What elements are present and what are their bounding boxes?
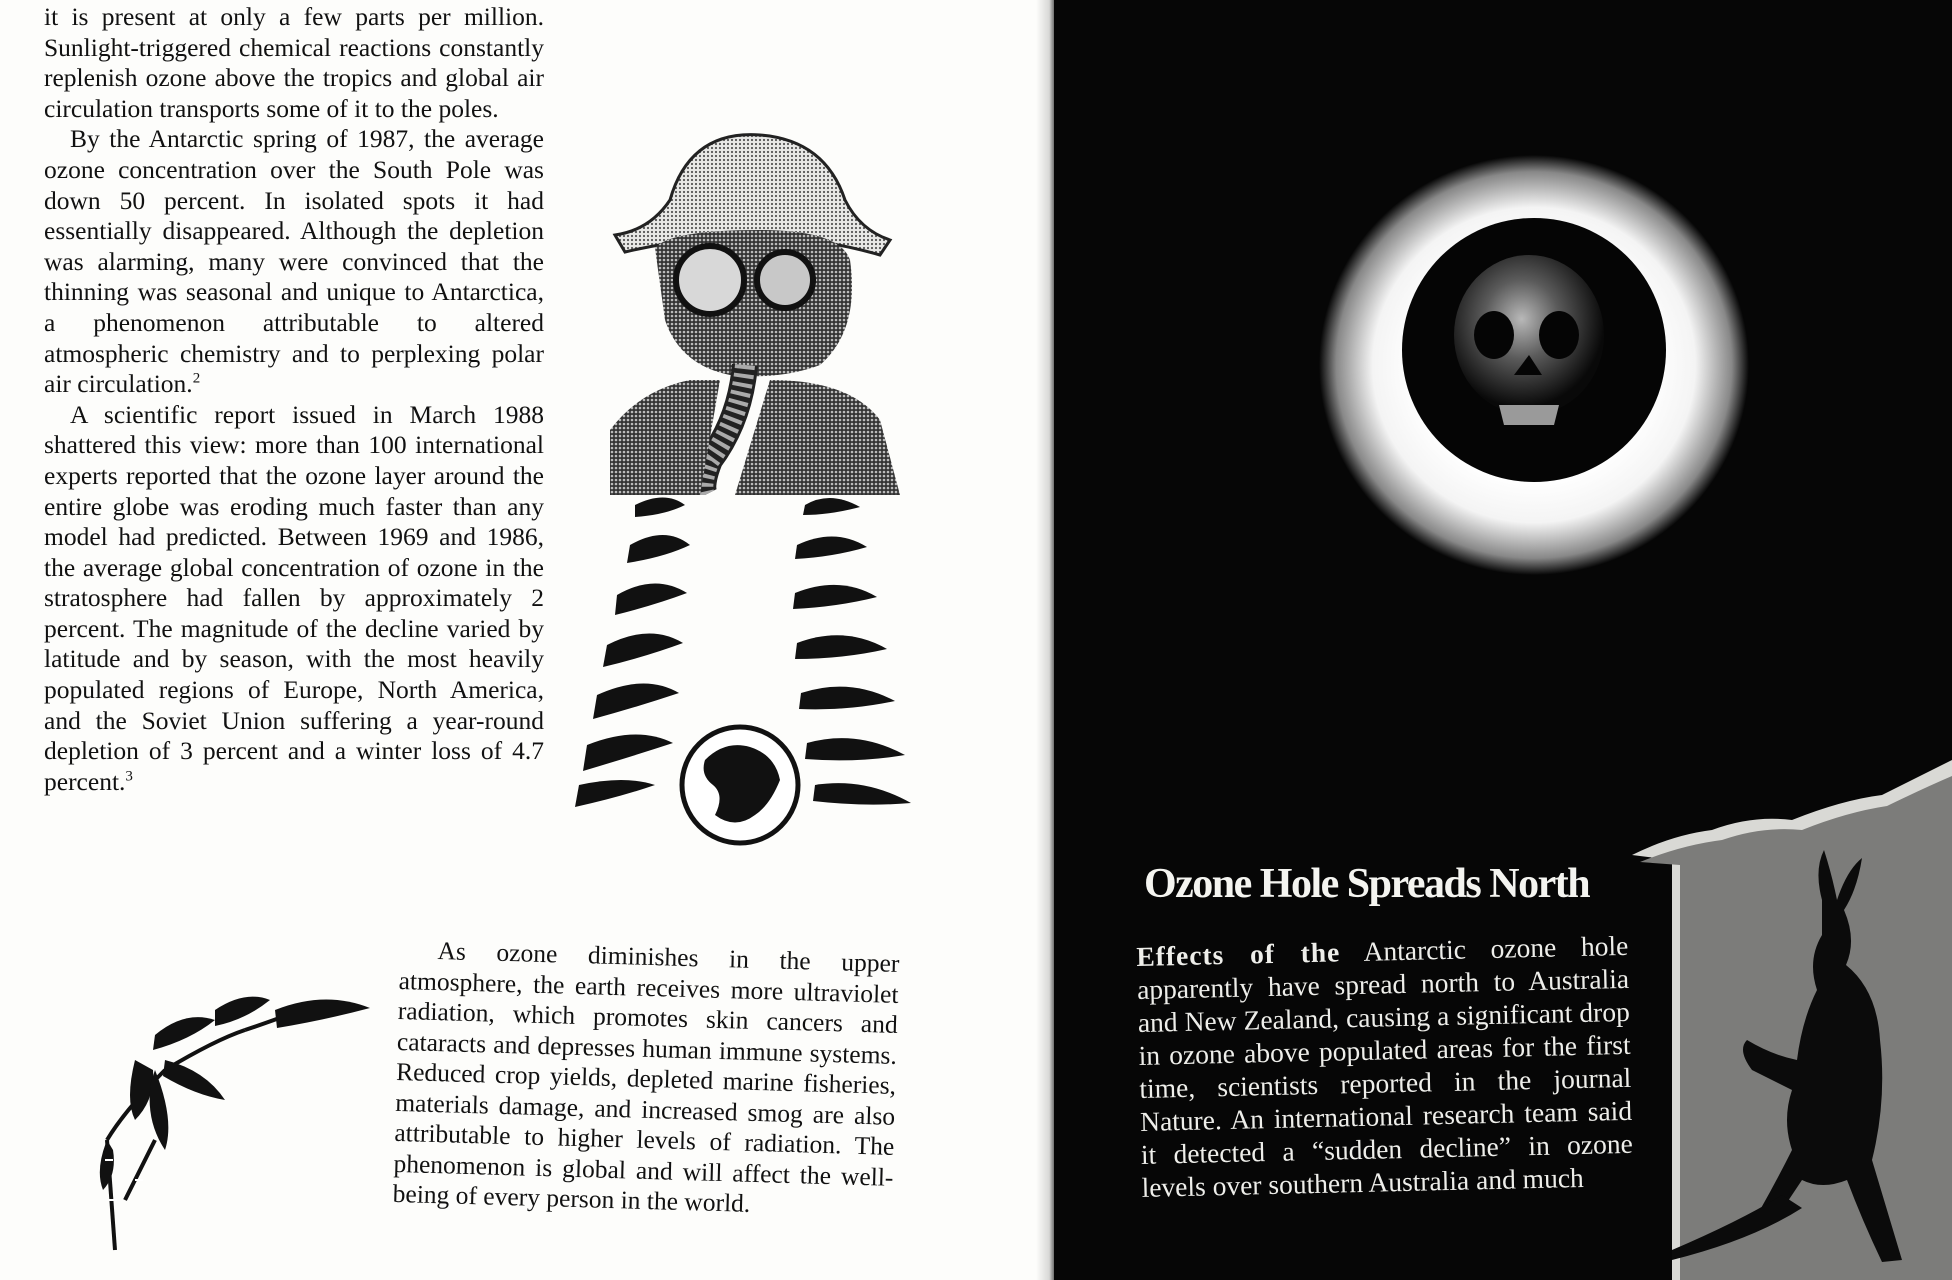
clipping-body (1136, 929, 1634, 1204)
chest-xray-illustration (575, 485, 915, 865)
kangaroo-photo (1632, 740, 1952, 1280)
paragraph-2-text: By the Antarctic spring of 1987, the average ozone concentration over the South Pole was down 50 percent. In isolated spots it had essentially disappeared. Although the depletion was alarming, many were convinced that the thinning was seasonal and unique to Antarctica, a phenomenon attributable to altered atmospheric chemistry and to perplexing polar air circulation. (44, 124, 544, 399)
clipping-headline: Ozone Hole Spreads North (1144, 861, 1590, 907)
paragraph-1-text: it is present at only a few parts per million. Sunlight-triggered chemical reactions constantly replenish ozone above the tropics and global air circulation transports some of it to the poles. (44, 2, 544, 123)
eclipse-illustration (1314, 150, 1754, 580)
illustration-caption (392, 935, 899, 1223)
right-page (1054, 0, 1952, 1280)
paragraph-2 (44, 124, 544, 399)
paragraph-3 (44, 400, 544, 798)
paragraph-1 (44, 2, 544, 124)
clipping-text: Antarctic ozone hole apparently have spread north to Australia and New Zealand, causing a significant drop in ozone above populated areas for the first time, scientists reported in the journal Nature. An international research team said it detected a “sudden decline” in ozone levels over southern Australia and much (1136, 929, 1634, 1203)
paragraph-3-text: A scientific report issued in March 1988 shattered this view: more than 100 international experts reported that the ozone layer around the entire globe was eroding much faster than any model had predicted. Between 1969 and 1986, the average global concentration of ozone in the stratosphere had fallen by approximately 2 percent. The magnitude of the decline varied by latitude and by season, with the most heavily populated regions of Europe, North America, and the Soviet Union suffering a year-round depletion of 3 percent and a winter loss of 4.7 percent. (44, 399, 544, 796)
footnote-marker: 2 (192, 370, 201, 387)
gas-mask-illustration (610, 130, 900, 495)
clipping-lead: Effects of the (1136, 936, 1341, 972)
bamboo-illustration (95, 990, 375, 1255)
caption-text: As ozone diminishes in the upper atmosphere, the earth receives more ultraviolet radiation, which promotes skin cancers and cataracts and depresses human immune systems. Reduced crop yields, depleted marine fisheries, materials damage, and increased smog are also attributable to higher levels of radiation. The phenomenon is global and will affect the well-being of every person in the world. (392, 936, 900, 1218)
body-text-column (44, 2, 544, 797)
footnote-marker: 3 (125, 768, 133, 785)
